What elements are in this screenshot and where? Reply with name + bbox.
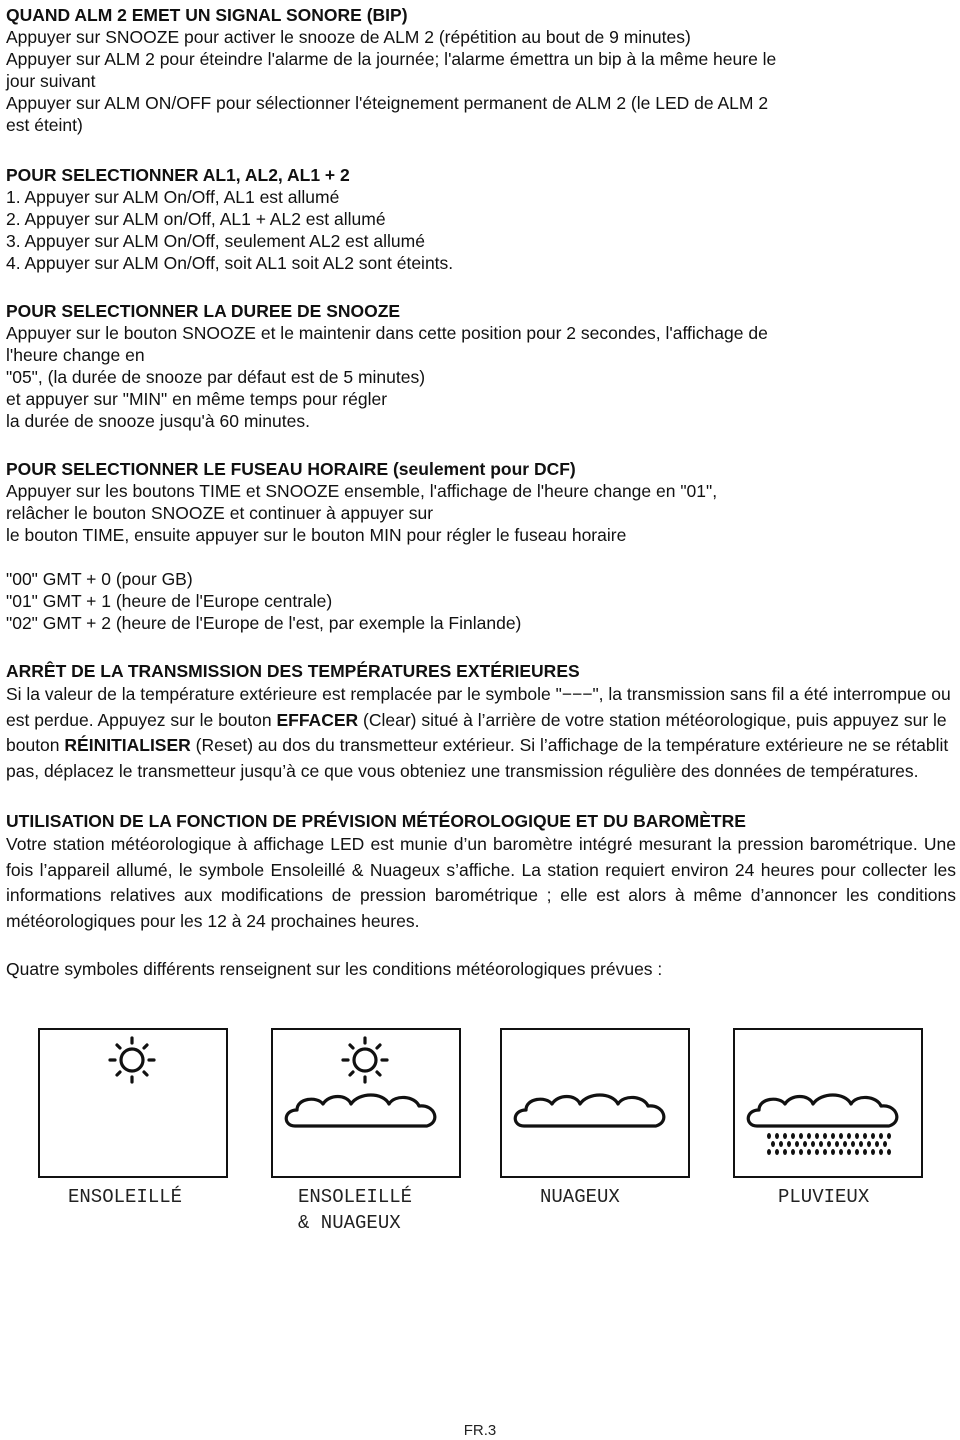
rain-drop: [815, 1133, 819, 1139]
symbol-label-rainy: PLUVIEUX: [778, 1186, 870, 1208]
text-run: Si la valeur de la température extérieure est remplacée par le symbole "−−−", la transmission sans fil a été interrompue ou est perdue. Appuyez sur le bouton: [6, 684, 951, 730]
rain-drop: [851, 1141, 855, 1147]
rain-cloud-icon: [735, 1030, 921, 1176]
rain-drop: [787, 1141, 791, 1147]
rain-drop: [803, 1141, 807, 1147]
rain-drop: [887, 1149, 891, 1155]
time-zone-item: "01" GMT + 1 (heure de l'Europe centrale): [6, 591, 333, 611]
section-heading: POUR SELECTIONNER LE FUSEAU HORAIRE (seulement pour DCF): [6, 459, 576, 479]
text-line: Appuyer sur ALM 2 pour éteindre l'alarme de la journée; l'alarme émettra un bip à la même heure le: [6, 49, 777, 69]
text-line: jour suivant: [6, 71, 96, 91]
rain-drop: [863, 1133, 867, 1139]
symbol-box-sunny: [38, 1028, 228, 1178]
rain-drop: [775, 1149, 779, 1155]
rain-drop: [871, 1133, 875, 1139]
rain-drop: [791, 1149, 795, 1155]
section-heading: POUR SELECTIONNER AL1, AL2, AL1 + 2: [6, 165, 350, 185]
rain-drop: [875, 1141, 879, 1147]
section-heading: ARRÊT DE LA TRANSMISSION DES TEMPÉRATURES EXTÉRIEURES: [6, 661, 580, 681]
list-item: 3. Appuyer sur ALM On/Off, seulement AL2 est allumé: [6, 231, 425, 251]
section-time-zone: [6, 458, 956, 634]
section-heading: UTILISATION DE LA FONCTION DE PRÉVISION MÉTÉOROLOGIQUE ET DU BAROMÈTRE: [6, 811, 746, 831]
text-run: (Clear) situé à l’arrière de votre station météorologique, puis appuyez sur le bouton: [6, 709, 947, 755]
rain-drop: [807, 1149, 811, 1155]
rain-drop: [815, 1149, 819, 1155]
section-transmission-stop: [6, 660, 956, 784]
manual-page: [6, 4, 956, 980]
rain-drop: [831, 1149, 835, 1155]
text-line: le bouton TIME, ensuite appuyer sur le bouton MIN pour régler le fuseau horaire: [6, 525, 627, 545]
rain-drop: [879, 1133, 883, 1139]
rain-drop: [783, 1149, 787, 1155]
rain-drop: [831, 1133, 835, 1139]
symbol-label-cloudy: NUAGEUX: [540, 1186, 620, 1208]
rain-drop: [839, 1149, 843, 1155]
rain-drop: [767, 1133, 771, 1139]
text-line: relâcher le bouton SNOOZE et continuer à appuyer sur: [6, 503, 434, 523]
transmission-paragraph: [6, 682, 956, 784]
sun-icon: [40, 1030, 226, 1176]
section-forecast: [6, 810, 956, 980]
rain-drop: [799, 1133, 803, 1139]
rain-drop: [771, 1141, 775, 1147]
rain-drop: [767, 1149, 771, 1155]
symbol-box-sunny-cloudy: [271, 1028, 461, 1178]
text-line: la durée de snooze jusqu'à 60 minutes.: [6, 411, 310, 431]
rain-drop: [827, 1141, 831, 1147]
symbol-label-sunny-cloudy: ENSOLEILLÉ & NUAGEUX: [298, 1186, 413, 1234]
cloud-icon: [502, 1030, 688, 1176]
rain-drop: [791, 1133, 795, 1139]
text-line: Appuyer sur SNOOZE pour activer le snooze de ALM 2 (répétition au bout de 9 minutes): [6, 27, 691, 47]
rain-drop: [823, 1149, 827, 1155]
rain-drop: [871, 1149, 875, 1155]
section-heading: QUAND ALM 2 EMET UN SIGNAL SONORE (BIP): [6, 5, 408, 25]
clear-button-name: EFFACER: [276, 709, 359, 730]
rain-drop: [867, 1141, 871, 1147]
rain-drop: [783, 1133, 787, 1139]
rain-drop: [887, 1133, 891, 1139]
page-number: FR.3: [463, 1422, 497, 1439]
section-alm2-beep: [6, 4, 956, 136]
time-zone-item: "02" GMT + 2 (heure de l'Europe de l'est, par exemple la Finlande): [6, 613, 522, 633]
rain-drop: [839, 1133, 843, 1139]
text-line: et appuyer sur "MIN" en même temps pour régler: [6, 389, 388, 409]
rain-drop: [843, 1141, 847, 1147]
section-heading: POUR SELECTIONNER LA DUREE DE SNOOZE: [6, 301, 401, 321]
rain-drop: [775, 1133, 779, 1139]
text-line: Appuyer sur le bouton SNOOZE et le maintenir dans cette position pour 2 secondes, l'affichage de: [6, 323, 768, 343]
time-zone-item: "00" GMT + 0 (pour GB): [6, 569, 193, 589]
symbol-label-sunny: ENSOLEILLÉ: [68, 1186, 183, 1208]
rain-drop: [779, 1141, 783, 1147]
rain-drop: [847, 1133, 851, 1139]
rain-drop: [855, 1133, 859, 1139]
rain-drop: [879, 1149, 883, 1155]
rain-drop: [883, 1141, 887, 1147]
rain-drop: [799, 1149, 803, 1155]
rain-drop: [859, 1141, 863, 1147]
text-line: Appuyer sur ALM ON/OFF pour sélectionner l'éteignement permanent de ALM 2 (le LED de ALM 2: [6, 93, 769, 113]
rain-drop: [855, 1149, 859, 1155]
text-line: l'heure change en: [6, 345, 145, 365]
section-snooze-duration: [6, 300, 956, 432]
symbol-box-rainy: [733, 1028, 923, 1178]
list-item: 4. Appuyer sur ALM On/Off, soit AL1 soit AL2 sont éteints.: [6, 253, 454, 273]
rain-drop: [823, 1133, 827, 1139]
text-line: Appuyer sur les boutons TIME et SNOOZE ensemble, l'affichage de l'heure change en "01",: [6, 481, 718, 501]
rain-drop: [847, 1149, 851, 1155]
text-line: "05", (la durée de snooze par défaut est de 5 minutes): [6, 367, 426, 387]
sun-cloud-icon: [273, 1030, 459, 1176]
forecast-paragraph: Votre station météorologique à affichage LED est munie d’un baromètre intégré mesurant la pression barométrique. Une fois l’appareil allumé, le symbole Ensoleillé & Nuageux s’affiche. La station requiert environ 24 heures pour collecter les informations relatives aux modifications de pression barométrique ; elle est alors à même d’annoncer les conditions météorologiques pour les 12 à 24 prochaines heures.: [6, 834, 956, 931]
rain-drop: [807, 1133, 811, 1139]
text-run: (Reset) au dos du transmetteur extérieur. Si l’affichage de la température extérieure ne se rétablit pas, déplacez le transmetteur jusqu’à ce que vous obteniez une transmission régulière des données de températures.: [6, 735, 949, 781]
section-select-alarms: [6, 164, 956, 274]
list-item: 1. Appuyer sur ALM On/Off, AL1 est allumé: [6, 187, 340, 207]
rain-drop: [863, 1149, 867, 1155]
reset-button-name: RÉINITIALISER: [64, 735, 191, 755]
rain-drop: [795, 1141, 799, 1147]
text-line: est éteint): [6, 115, 83, 135]
symbol-box-cloudy: [500, 1028, 690, 1178]
rain-drop: [811, 1141, 815, 1147]
symbols-intro: Quatre symboles différents renseignent sur les conditions météorologiques prévues :: [6, 959, 663, 979]
rain-drop: [835, 1141, 839, 1147]
rain-drop: [819, 1141, 823, 1147]
list-item: 2. Appuyer sur ALM on/Off, AL1 + AL2 est allumé: [6, 209, 386, 229]
